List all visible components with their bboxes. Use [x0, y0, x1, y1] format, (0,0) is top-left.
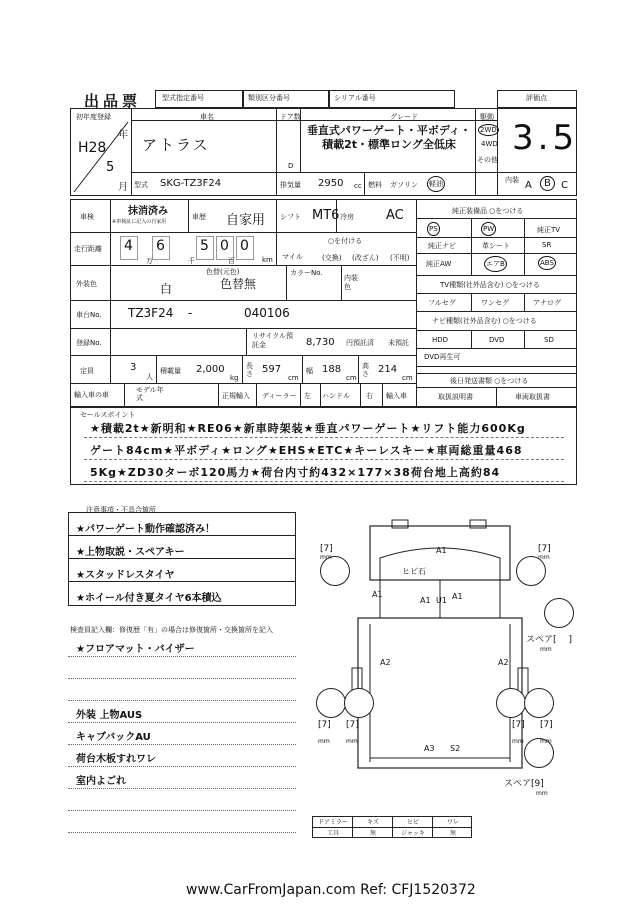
damage-label: A1 [452, 592, 463, 601]
grade-value: 垂直式パワーゲート・平ボディ・積載2t・標準ロング全低床 [306, 124, 472, 151]
length-unit: cm [288, 374, 299, 382]
import-label2: 輸入車 [386, 392, 407, 400]
meter-label: マイル [282, 253, 303, 261]
month-unit: 月 [118, 182, 128, 193]
damage-label: S2 [450, 744, 461, 753]
damage-label: A2 [498, 658, 509, 667]
capacity-unit: 人 [146, 373, 153, 381]
tire-rear-right-outer [524, 688, 554, 718]
fuel-label: 燃料 [368, 181, 382, 189]
inspection-value: 抹消済み [128, 206, 168, 217]
tire-fl-value: 7 [323, 544, 330, 554]
doors-label: ドア数 [280, 113, 301, 121]
chassis-label: 車台No. [76, 311, 102, 319]
tire-rr1-value: 7 [515, 720, 522, 730]
handle-right: 右 [366, 392, 373, 400]
chassis-no: 040106 [244, 306, 290, 320]
legend-header: ワレ [446, 819, 459, 826]
year-unit: 年 [118, 130, 128, 141]
note-line-1: ★パワーゲート動作確認済み！ [76, 524, 215, 535]
sales-line-2: ゲート84cm★平ボディ★ロング★EHS★ETC★キーレスキー★車両総重量468 [90, 444, 523, 457]
mileage-unit: 千 [188, 257, 195, 265]
damage-label: A1 [436, 546, 447, 555]
equip-sr: SR [542, 241, 552, 249]
tire-rear-left-inner [344, 688, 374, 718]
length-value: 597 [262, 364, 282, 375]
inspector-label: 検査員記入欄：修復歴「有」の場合は修復箇所・交換箇所を記入 [70, 626, 273, 634]
load-unit: kg [230, 374, 239, 382]
recycle-unpaid: 未預託 [388, 339, 409, 347]
legend-header: ドアミラー [318, 819, 348, 826]
damage-label: A1 [420, 596, 431, 605]
chassis-prefix: TZ3F24 [128, 306, 174, 320]
width-value: 188 [322, 364, 342, 375]
spare-tire-1 [544, 598, 574, 628]
tire-fl-unit: mm [320, 554, 332, 561]
tv-analog: アナログ [533, 299, 561, 307]
spare-label-2: スペア [504, 779, 532, 789]
reg-no-label: 登録No. [76, 339, 102, 347]
height-label: 高さ [362, 362, 369, 378]
mileage-digit: 6 [156, 238, 165, 254]
legend-header: ヒビ [406, 819, 419, 826]
tire-rl1-unit: mm [318, 738, 330, 745]
tire-rr2-unit: mm [540, 738, 552, 745]
mileage-unit: 百 [228, 257, 235, 265]
damage-label: A2 [380, 658, 391, 667]
cc-value: 2950 [318, 178, 344, 189]
mileage-unit: 万 [146, 257, 153, 265]
import-kind: 正規輸入 [222, 392, 250, 400]
ac-label: 冷房 [340, 213, 354, 221]
width-unit: cm [346, 374, 357, 382]
class-label: 類別区分番号 [248, 94, 290, 102]
sales-line-1: ★積載2t★新明和★RE06★新車時架装★垂直パワーゲート★リフト能力600Kg [90, 422, 526, 435]
damage-label: ヒビ石 [402, 567, 426, 576]
height-unit: cm [402, 374, 413, 382]
model-label: 型式 [134, 181, 148, 189]
color-no-label: カラーNo. [290, 269, 323, 277]
legend-value: ジャッキ [401, 830, 425, 837]
import-label: 輸入車の車 [74, 391, 109, 399]
navi-hdd: HDD [432, 336, 449, 344]
color-orig-label: 色替(元色) [206, 268, 240, 276]
mileage-digit: 0 [220, 238, 229, 254]
mileage-label: 走行距離 [74, 245, 102, 253]
legend-value: 無 [369, 830, 376, 837]
reg-year-label: 初年度登録 [76, 113, 111, 121]
year-value: H28 [78, 140, 107, 156]
equip-ps-circled: PS [427, 222, 440, 236]
score-label: 評価点 [526, 94, 547, 102]
recycle-status: 円預託済 [346, 339, 374, 347]
score-value: 3.5 [512, 118, 579, 158]
cc-unit: cc [354, 182, 362, 190]
tire-rl2-value: 7 [349, 720, 356, 730]
recycle-label: リサイクル預託金 [252, 332, 294, 349]
footer-ref: www.CarFromJapan.com Ref: CFJ1520372 [186, 882, 476, 898]
model-value: SKG-TZ3F24 [160, 178, 222, 189]
handle-label: ハンドル [322, 392, 350, 400]
meter-swap: (交換) [322, 254, 342, 262]
tire-rear-left-outer [316, 688, 346, 718]
interior-b-circled: B [540, 176, 555, 191]
grade-label: グレード [390, 113, 418, 121]
mileage-digit: 5 [200, 238, 209, 254]
tv-oneseg: ワンセグ [481, 299, 509, 307]
spare2-unit: mm [536, 790, 548, 797]
equip-pw-circled: PW [481, 222, 496, 236]
drive-other: その他 [477, 156, 498, 164]
fuel-diesel-circled: 軽油 [427, 176, 445, 192]
mileage-digit: 4 [124, 238, 133, 254]
interior-c: C [561, 180, 568, 191]
color-change: 色替無 [220, 277, 257, 291]
mileage-digit: 0 [240, 238, 249, 254]
docs-vehicle: 車両取扱書 [515, 393, 550, 401]
month-value: 5 [106, 160, 115, 175]
docs-manual: 取扱説明書 [438, 393, 473, 401]
notes-label: 注意事項・不具合箇所 [86, 506, 156, 514]
tire-rr1-unit: mm [512, 738, 524, 745]
docs-label: 後日発送書類 ○をつける [450, 377, 529, 385]
mileage-unit: km [262, 256, 273, 264]
meter-tamper: (改ざん) [352, 254, 379, 262]
legend-header: キズ [367, 819, 379, 826]
tire-rr2-value: 7 [543, 720, 550, 730]
tire-fr-value: 7 [541, 544, 548, 554]
int-color-label: 内装色 [344, 274, 358, 291]
genuine-label: 純正装備品 ○をつける [452, 207, 524, 215]
interior-a: A [525, 180, 532, 191]
inspector-line: 荷台木板すれワレ [76, 754, 156, 765]
color-label: 外装色 [76, 280, 97, 288]
note-line-4: ★ホイール付き夏タイヤ6本積込 [76, 593, 222, 604]
navi-label: ナビ種類(社外品含む) ○をつける [432, 317, 537, 325]
load-label: 積載量 [160, 367, 181, 375]
door-d: D [288, 162, 294, 170]
spare2-value: 9 [534, 779, 541, 789]
date-slash [72, 120, 130, 194]
tire-fr-unit: mm [538, 554, 550, 561]
color-value: 白 [160, 282, 173, 296]
meter-unknown: (不明) [390, 254, 410, 262]
dvd-label: DVD再生可 [424, 353, 461, 361]
tire-rear-right-inner [496, 688, 526, 718]
inspection-note: ※車検証に記入の自家用 [112, 219, 167, 225]
drive-2wd-circled: 2WD [480, 126, 497, 134]
inspector-line: キャブバックAU [76, 732, 151, 743]
inspection-label: 車検 [80, 213, 94, 221]
cc-label: 排気量 [280, 181, 301, 189]
inspector-line: 外装 上物AUS [76, 710, 143, 721]
tv-label: TV種類(社外品含む) ○をつける [440, 281, 540, 289]
navi-sd: SD [544, 336, 554, 344]
note-line-3: ★スタッドレスタイヤ [76, 570, 175, 581]
model-year-label: モデル年式 [136, 386, 164, 402]
equip-abs-circled: ABS [538, 256, 556, 270]
shift-label: シフト [280, 213, 301, 221]
handle-left: 左 [304, 392, 311, 400]
usage-label: 車歴 [192, 213, 206, 221]
name-label: 車名 [200, 113, 214, 121]
equip-navi: 純正ナビ [428, 242, 456, 250]
height-value: 214 [378, 364, 398, 375]
damage-label: A1 [372, 590, 383, 599]
class-box [243, 90, 329, 108]
car-name: アトラス [142, 136, 210, 154]
recycle-value: 8,730 [306, 337, 335, 348]
damage-label: U1 [436, 596, 447, 605]
width-label: 幅 [306, 367, 313, 375]
equip-aw: 純正AW [426, 260, 452, 268]
fuel-gasoline: ガソリン [390, 181, 418, 189]
tire-rl2-unit: mm [346, 738, 358, 745]
capacity-value: 3 [130, 362, 137, 373]
model-cert-box [155, 90, 243, 108]
tv-fullseg: フルセグ [428, 299, 456, 307]
shift-value: MT6 [312, 208, 340, 223]
equip-airbag-circled: エアB [484, 256, 507, 272]
tire-rl1-value: 7 [321, 720, 328, 730]
inspector-line: 室内よごれ [76, 776, 126, 787]
meter-note: ○を付ける [328, 237, 363, 245]
navi-dvd: DVD [489, 336, 505, 344]
spare-label-1: スペア [526, 635, 554, 645]
serial-label: シリアル番号 [334, 94, 376, 102]
load-value: 2,000 [196, 364, 225, 375]
drive-4wd: 4WD [481, 140, 498, 148]
spare1-unit: mm [540, 646, 552, 653]
serial-box [329, 90, 455, 108]
interior-label: 内装 [505, 176, 519, 184]
drive-label: 駆動 [480, 113, 494, 121]
legend-value: 工具 [326, 830, 339, 837]
sales-points-label: セールスポイント [80, 411, 136, 419]
dealer-label: ディーラー [262, 392, 297, 400]
inspector-line: ★フロアマット・バイザー [76, 644, 195, 655]
equip-tv: 純正TV [537, 226, 561, 234]
sales-line-3: 5Kg★ZD30ターボ120馬力★荷台内寸約432×177×38荷台地上高約84 [90, 466, 501, 479]
usage-value: 自家用 [226, 213, 266, 228]
length-label: 長さ [246, 362, 253, 378]
ac-value: AC [386, 208, 404, 223]
damage-label: A3 [424, 744, 435, 753]
capacity-label: 定員 [80, 367, 94, 375]
model-cert-label: 型式指定番号 [162, 94, 204, 102]
note-line-2: ★上物取説・スペアキー [76, 547, 185, 558]
page-title: 出品票 [84, 92, 142, 110]
equip-leather: 革シート [482, 242, 510, 250]
score-header [497, 90, 577, 108]
legend-value: 無 [449, 830, 456, 837]
